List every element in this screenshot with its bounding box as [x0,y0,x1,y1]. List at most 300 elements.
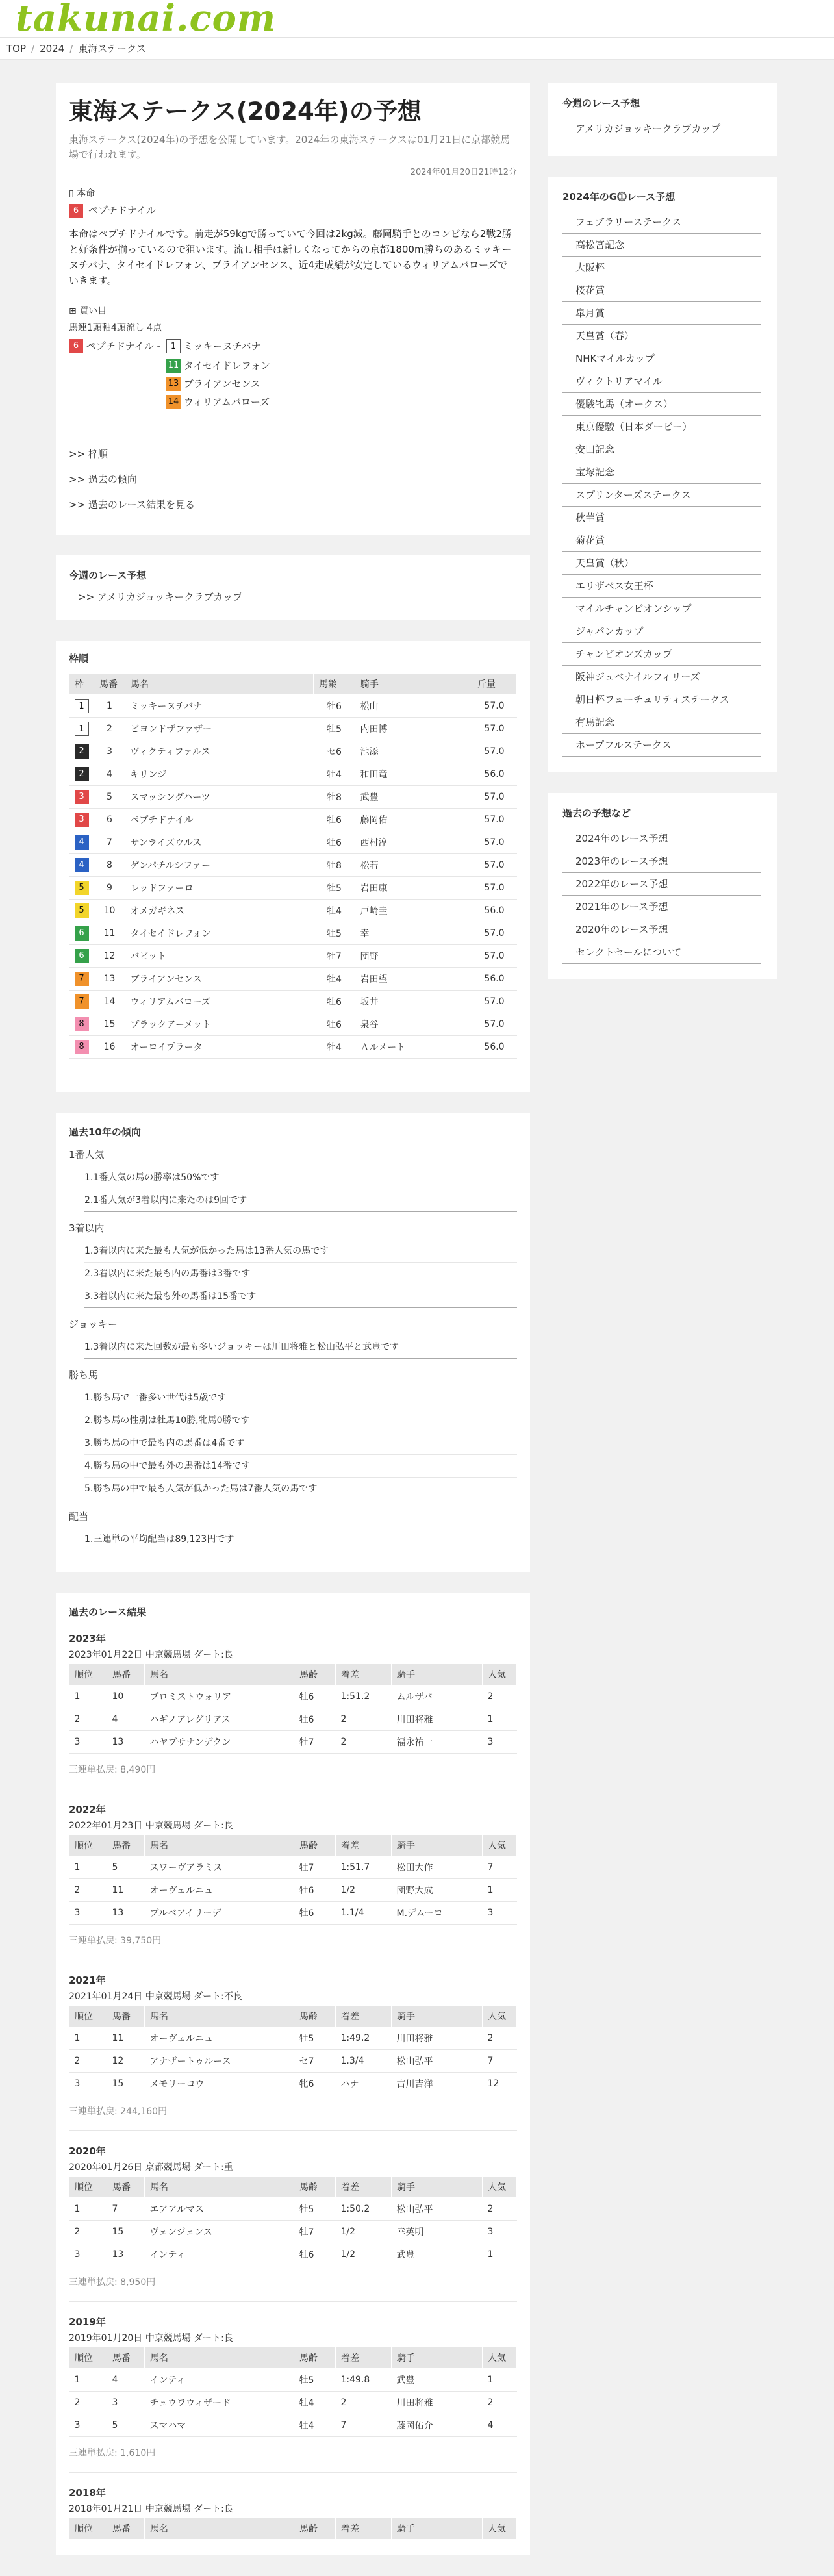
link-results[interactable]: >> 過去のレース結果を見る [69,498,196,511]
table-header: 人気 [483,1663,517,1685]
table-cell: 4 [107,1708,145,1730]
waku-badge: 4 [75,835,89,850]
table-cell: 1:51.7 [336,1856,392,1878]
table-row [70,1730,517,1753]
lead-text: 東海ステークス(2024年)の予想を公開しています。2024年の東海ステークスは01月21日に京都競馬場で行われます。 [69,134,511,160]
table-row [70,740,517,763]
table-cell [70,740,94,763]
table-cell: 8 [94,853,125,876]
table-cell: 7 [94,831,125,853]
table-cell: 12 [107,2049,145,2072]
sidebar-item[interactable]: 安田記念 [562,438,761,461]
waku-badge: 6 [69,204,83,218]
table-cell: 57.0 [472,808,517,831]
table-cell [70,990,94,1013]
bet-partner: 13 ブライアンセンス [166,377,260,392]
table-cell: 3 [483,1730,517,1753]
bet-partner: 1 ミッキーヌチバナ [166,339,261,354]
sidebar-item[interactable]: アメリカジョッキークラブカップ [562,118,761,140]
sidebar-item[interactable]: 2022年のレース予想 [562,873,761,896]
table-cell: 57.0 [472,853,517,876]
table-cell: ヴェンジェンス [145,2220,294,2243]
table-cell: 2 [70,2220,107,2243]
table-header: 騎手 [392,1663,483,1685]
table-cell: 13 [107,2243,145,2266]
table-cell: インティ [145,2368,294,2391]
table-cell: 7 [483,2049,517,2072]
table-cell: 1/2 [336,1878,392,1901]
table-cell: 牡6 [294,2243,336,2266]
waku-badge: 5 [75,903,89,918]
table-cell: 藤岡佑 [355,808,472,831]
sidebar-item[interactable]: 阪神ジュベナイルフィリーズ [562,666,761,688]
table-cell: 和田竜 [355,763,472,785]
table-cell [70,763,94,785]
table-cell: 藤岡佑介 [392,2414,483,2436]
table-cell: 2 [70,1878,107,1901]
table-cell [70,944,94,967]
table-header: 馬名 [145,2347,294,2368]
table-row [70,2220,517,2243]
table-cell [70,785,94,808]
trend-item: 1.3着以内に来た最も人気が低かった馬は13番人気の馬です [84,1240,517,1263]
table-row [70,2197,517,2220]
table-cell: 10 [107,1685,145,1708]
link-waku[interactable]: >> 枠順 [69,448,108,460]
table-cell: 武豊 [392,2243,483,2266]
sidebar-item[interactable]: 2021年のレース予想 [562,896,761,918]
kaime-heading: ⊞ 買い目 [69,305,107,316]
table-header: 馬名 [145,1663,294,1685]
table-cell: セ6 [314,740,355,763]
table-cell: 13 [107,1730,145,1753]
sidebar-item[interactable]: エリザベス女王杯 [562,575,761,598]
table-cell: 牡7 [294,1856,336,1878]
sidebar-item[interactable]: 有馬記念 [562,711,761,734]
table-header: 騎手 [392,2347,483,2368]
table-cell: 松若 [355,853,472,876]
table-cell: ゲンパチルシファー [125,853,314,876]
table-cell: 牡5 [294,2027,336,2049]
table-cell: 牡6 [294,1685,336,1708]
table-cell: スマッシングハーツ [125,785,314,808]
result-year: 2020年 [69,2145,106,2157]
table-cell [70,831,94,853]
sidebar-item[interactable]: 東京優駿（日本ダービー） [562,416,761,438]
table-cell: 牡4 [294,2391,336,2414]
table-cell: 3 [70,2243,107,2266]
waku-badge: 8 [75,1017,89,1031]
table-cell: ヴィクティファルス [125,740,314,763]
result-meta: 2021年01月24日 中京競馬場 ダート:不良 [69,1991,242,2002]
result-year: 2022年 [69,1803,106,1815]
table-cell: 57.0 [472,740,517,763]
table-cell: 2 [94,717,125,740]
sidebar-item[interactable]: 天皇賞（春） [562,325,761,347]
table-cell: 武豊 [355,785,472,808]
table-header: 順位 [70,2176,107,2197]
table-cell: 15 [107,2220,145,2243]
weekly-link[interactable]: >> アメリカジョッキークラブカップ [78,590,243,603]
table-cell: ブルベアイリーデ [145,1901,294,1924]
table-cell: 牡4 [314,899,355,922]
table-header: 人気 [483,2005,517,2027]
sidebar-item[interactable]: 2020年のレース予想 [562,918,761,941]
table-cell: ミッキーヌチバナ [125,694,314,717]
sidebar-item[interactable]: ヴィクトリアマイル [562,370,761,393]
table-cell: 1:50.2 [336,2197,392,2220]
table-cell: 3 [483,2220,517,2243]
table-cell: 牡6 [294,1878,336,1901]
table-header: 順位 [70,1834,107,1856]
breadcrumb: TOP / 2024 / 東海ステークス [0,38,834,60]
table-header: 馬齢 [294,2518,336,2539]
table-cell: 1/2 [336,2243,392,2266]
table-row [70,1685,517,1708]
table-header: 馬名 [145,1834,294,1856]
table-cell: 福永祐一 [392,1730,483,1753]
result-meta: 2020年01月26日 京都競馬場 ダート:重 [69,2162,233,2173]
site-logo[interactable]: takunai.com [16,0,277,40]
table-row [70,922,517,944]
table-cell: セ7 [294,2049,336,2072]
sidebar-item[interactable]: 宝塚記念 [562,461,761,484]
sidebar-item[interactable]: チャンピオンズカップ [562,643,761,666]
table-header: 着差 [336,1663,392,1685]
trend-item: 5.勝ち馬の中で最も人気が低かった馬は7番人気の馬です [84,1478,517,1500]
breadcrumb-year[interactable]: 2024 [40,43,65,55]
result-table [69,2005,517,2095]
table-cell: ビヨンドザファザー [125,717,314,740]
table-cell [70,808,94,831]
bet-partner: 14 ウィリアムバローズ [166,395,270,410]
trend-item: 2.1番人気が3着以内に来たのは9回です [84,1189,517,1212]
table-row [70,1856,517,1878]
waku-table: 枠 馬番 馬名 馬齢 騎手 斤量 1 1 ミッキーヌチバナ 牡6 松山 57.0 1 2 ビヨンドザファザー 牡5 内田博 57.0 2 3 ヴィクティファルス セ6 池添 57.0 2 4 キリンジ 牡4 和田竜 56.0 3 5 スマッシングハーツ 牡8 武豊 57.0 3 6 ペプチドナイル 牡6 藤岡佑 57.0 4 7 サンライズウルス 牡6 西村淳 57.0 4 8 ゲンパチルシファー 牡8 松若 57.0 5 9 レッドファーロ 牡5 岩田康 57.0 5 10 オメガギネス 牡4 戸崎圭 56.0 6 11 タイセイドレフォン 牡5 幸 57.0 6 12 バビット 牡7 団野 57.0 7 13 ブライアンセンス 牡4 岩田望 56.0 7 14 ウィリアムバローズ 牡6 坂井 57.0 8 15 ブラックアーメット 牡6 泉谷 57.0 8 16 オーロイプラータ 牡4 Ａルメート 56.0 [69,673,517,1059]
result-year: 2023年 [69,1632,106,1645]
sidebar [548,83,777,1000]
section-links [69,447,517,511]
sidebar-item[interactable]: 優駿牝馬（オークス） [562,393,761,416]
table-cell: 11 [94,922,125,944]
table-cell: 松山 [355,694,472,717]
table-row [70,853,517,876]
table-cell: 1 [70,2197,107,2220]
table-header: 馬番 [107,2176,145,2197]
table-cell: 1 [70,1685,107,1708]
sidebar-item[interactable]: 皐月賞 [562,302,761,325]
honmei-heading: ▯ 本命 [69,188,95,199]
trend-item: 1.3着以内に来た回数が最も多いジョッキーは川田将雅と松山弘平と武豊です [84,1336,517,1359]
result-table [69,2518,517,2540]
horse-name: ペプチドナイル [88,205,156,216]
table-header: 馬齢 [294,2347,336,2368]
table-cell: 牡6 [314,990,355,1013]
table-row [70,1878,517,1901]
table-cell: スワーヴアラミス [145,1856,294,1878]
table-row [70,990,517,1013]
table-cell: 岩田康 [355,876,472,899]
table-header: 馬番 [107,1834,145,1856]
table-header: 着差 [336,2176,392,2197]
trend-item: 2.3着以内に来た最も内の馬番は3番です [84,1263,517,1285]
table-cell: ハヤブサナンデクン [145,1730,294,1753]
table-cell: 牡6 [314,831,355,853]
payout-text: 三連単払戻: 1,610円 [69,2446,517,2473]
sidebar-item[interactable]: ジャパンカップ [562,620,761,643]
table-header: 馬齢 [294,2176,336,2197]
table-cell: 1 [94,694,125,717]
result-table [69,2176,517,2266]
table-cell: 戸崎圭 [355,899,472,922]
table-cell: 松山弘平 [392,2049,483,2072]
sidebar-g1: 2024年のG⓵レース予想 フェブラリーステークス 高松宮記念 大阪杯 桜花賞 皐月賞 天皇賞（春） NHKマイルカップ ヴィクトリアマイル 優駿牝馬（オークス） 東京優駿（日本ダービー） 安田記念 宝塚記念 スプリンターズステークス 秋華賞 菊花賞 天皇賞（秋） エリザベス女王杯 マイルチャンピオンシップ ジャパンカップ チャンピオンズカップ 阪神ジュベナイルフィリーズ 朝日杯フューチュリティステークス 有馬記念 ホープフルステークス [548,177,777,772]
waku-badge: 2 [75,767,89,781]
table-cell: 3 [107,2391,145,2414]
table-row [70,2049,517,2072]
table-cell: 15 [94,1013,125,1035]
prediction-card [56,83,530,535]
table-header: 騎手 [392,1834,483,1856]
table-cell: オーロイプラータ [125,1035,314,1058]
table-cell: 5 [107,2414,145,2436]
table-row [70,694,517,717]
sidebar-item[interactable]: 2023年のレース予想 [562,850,761,873]
table-cell: Ａルメート [355,1035,472,1058]
trend-item: 2.勝ち馬の性別は牡馬10勝,牝馬0勝です [84,1409,517,1432]
table-cell: 57.0 [472,990,517,1013]
table-cell: 11 [107,2027,145,2049]
table-row [70,2072,517,2095]
table-cell: 牡6 [314,694,355,717]
table-cell: サンライズウルス [125,831,314,853]
table-cell: 13 [107,1901,145,1924]
table-cell: 牡6 [314,1013,355,1035]
waku-badge: 6 [75,926,89,941]
sidebar-item[interactable]: 大阪杯 [562,257,761,279]
table-cell: 3 [70,1730,107,1753]
table-row [70,876,517,899]
trend-item: 3.勝ち馬の中で最も内の馬番は4番です [84,1432,517,1455]
table-cell: 2 [70,2049,107,2072]
table-cell: 川田将雅 [392,2027,483,2049]
table-cell [70,717,94,740]
table-cell: 2 [483,1685,517,1708]
table-cell: 団野大成 [392,1878,483,1901]
trend-item: 1.勝ち馬で一番多い世代は5歳です [84,1387,517,1409]
sidebar-past: 過去の予想など 2024年のレース予想 2023年のレース予想 2022年のレース予想 2021年のレース予想 2020年のレース予想 セレクトセールについて [548,793,777,979]
table-cell: 1.3/4 [336,2049,392,2072]
honmei-horse [69,203,517,218]
result-meta: 2019年01月20日 中京競馬場 ダート:良 [69,2332,233,2343]
table-cell: 2 [336,1708,392,1730]
table-cell: ムルザバ [392,1685,483,1708]
waku-badge: 1 [75,722,89,736]
table-header: 馬番 [107,2347,145,2368]
table-cell: 4 [94,763,125,785]
table-cell: 坂井 [355,990,472,1013]
table-row [70,785,517,808]
table-cell [70,922,94,944]
table-cell: 57.0 [472,876,517,899]
table-cell: 岩田望 [355,967,472,990]
waku-badge: 3 [75,813,89,827]
table-cell: 池添 [355,740,472,763]
table-cell: 57.0 [472,717,517,740]
sidebar-item[interactable]: 桜花賞 [562,279,761,302]
table-cell: 4 [483,2414,517,2436]
table-cell: チュウワウィザード [145,2391,294,2414]
table-cell [70,1013,94,1035]
trend-group-title: ジョッキー [69,1318,118,1330]
table-cell: 牡7 [294,2220,336,2243]
table-cell: 泉谷 [355,1013,472,1035]
result-meta: 2018年01月21日 中京競馬場 ダート:良 [69,2503,233,2514]
table-cell: 団野 [355,944,472,967]
sidebar-item[interactable]: NHKマイルカップ [562,347,761,370]
sidebar-item[interactable]: 朝日杯フューチュリティステークス [562,688,761,711]
sidebar-item[interactable]: 高松宮記念 [562,234,761,257]
table-header: 順位 [70,2347,107,2368]
table-header: 騎手 [392,2005,483,2027]
table-cell: 57.0 [472,922,517,944]
weekly-title: 今週のレース予想 [69,569,147,581]
table-cell: 松山弘平 [392,2197,483,2220]
table-row [70,899,517,922]
table-cell: 7 [107,2197,145,2220]
table-row [70,944,517,967]
table-cell: ブライアンセンス [125,967,314,990]
table-cell [70,899,94,922]
table-cell: オメガギネス [125,899,314,922]
table-row [70,717,517,740]
table-cell: バビット [125,944,314,967]
table-cell [70,1035,94,1058]
table-row [70,763,517,785]
trend-item: 4.勝ち馬の中で最も外の馬番は14番です [84,1455,517,1478]
table-cell: 12 [483,2072,517,2095]
sidebar-item[interactable]: ホープフルステークス [562,734,761,757]
table-header: 着差 [336,1834,392,1856]
table-cell: 幸英明 [392,2220,483,2243]
table-cell: 11 [107,1878,145,1901]
table-cell: 3 [70,2072,107,2095]
table-row [70,967,517,990]
table-cell: インティ [145,2243,294,2266]
table-row [70,1901,517,1924]
table-cell: 牡8 [314,853,355,876]
result-year: 2019年 [69,2316,106,2328]
breadcrumb-top[interactable]: TOP [6,43,27,55]
link-trends[interactable]: >> 過去の傾向 [69,473,137,485]
trend-item: 3.3着以内に来た最も外の馬番は15番です [84,1285,517,1308]
table-cell: 2 [483,2027,517,2049]
table-cell: 57.0 [472,831,517,853]
table-cell: 松田大作 [392,1856,483,1878]
payout-text: 三連単払戻: 39,750円 [69,1934,517,1960]
table-header: 馬番 [107,2518,145,2539]
table-cell: タイセイドレフォン [125,922,314,944]
table-header: 順位 [70,2518,107,2539]
waku-badge: 2 [75,744,89,759]
table-cell: 1 [483,1878,517,1901]
table-cell: 牡6 [314,808,355,831]
trends-card [56,1113,530,1572]
table-cell: 1.1/4 [336,1901,392,1924]
table-header: 騎手 [392,2176,483,2197]
table-cell: 2 [336,2391,392,2414]
table-header: 人気 [483,2176,517,2197]
table-header: 騎手 [392,2518,483,2539]
table-cell: 1/2 [336,2220,392,2243]
table-cell: 2 [483,2391,517,2414]
table-header: 馬名 [145,2005,294,2027]
table-header: 順位 [70,1663,107,1685]
table-cell: 57.0 [472,694,517,717]
table-cell: 1:49.8 [336,2368,392,2391]
ticket-icon: ⊞ [69,305,77,316]
sidebar-item[interactable]: 天皇賞（秋） [562,552,761,575]
result-table [69,1834,517,1925]
table-cell: 2 [70,1708,107,1730]
bet-partner: 11 タイセイドレフォン [166,359,270,373]
table-header: 馬名 [145,2176,294,2197]
table-cell: アナザートゥルース [145,2049,294,2072]
table-cell: 牡5 [294,2368,336,2391]
table-cell: 14 [94,990,125,1013]
result-meta: 2023年01月22日 中京競馬場 ダート:良 [69,1649,233,1660]
sidebar-item[interactable]: フェブラリーステークス [562,211,761,234]
table-header: 人気 [483,1834,517,1856]
sidebar-item[interactable]: 2024年のレース予想 [562,827,761,850]
main-column [56,83,530,2576]
payout-text: 三連単払戻: 8,950円 [69,2275,517,2302]
table-cell: プロミストウォリア [145,1685,294,1708]
table-cell: 7 [336,2414,392,2436]
table-cell: レッドファーロ [125,876,314,899]
waku-badge: 4 [75,858,89,872]
table-cell: 57.0 [472,944,517,967]
table-cell: 幸 [355,922,472,944]
table-cell: 1 [70,1856,107,1878]
sidebar-item[interactable]: スプリンターズステークス [562,484,761,507]
kaime-type: 馬連1頭軸4頭流し 4点 [69,322,162,333]
trends-title: 過去10年の傾向 [69,1126,141,1138]
table-cell: ハギノアレグリアス [145,1708,294,1730]
waku-badge: 7 [75,972,89,986]
sidebar-item[interactable]: 秋華賞 [562,507,761,529]
table-cell: オーヴェルニュ [145,1878,294,1901]
table-header: 着差 [336,2518,392,2539]
table-cell: オーヴェルニュ [145,2027,294,2049]
table-cell: 牡6 [294,1901,336,1924]
table-cell: 牝6 [294,2072,336,2095]
table-cell: 1:49.2 [336,2027,392,2049]
table-cell: スマハマ [145,2414,294,2436]
bet-diagram [69,338,517,422]
table-header: 順位 [70,2005,107,2027]
waku-title: 枠順 [69,652,89,664]
waku-badge: 8 [75,1040,89,1054]
trend-item: 1.三連単の平均配当は89,123円です [84,1534,234,1545]
trend-item: 1.1番人気の馬の勝率は50%です [84,1167,517,1189]
sidebar-item[interactable]: セレクトセールについて [562,941,761,964]
sidebar-item[interactable]: マイルチャンピオンシップ [562,598,761,620]
table-row [70,2414,517,2436]
sidebar-item[interactable]: 菊花賞 [562,529,761,552]
table-cell: 牡5 [314,876,355,899]
table-cell: ウィリアムバローズ [125,990,314,1013]
